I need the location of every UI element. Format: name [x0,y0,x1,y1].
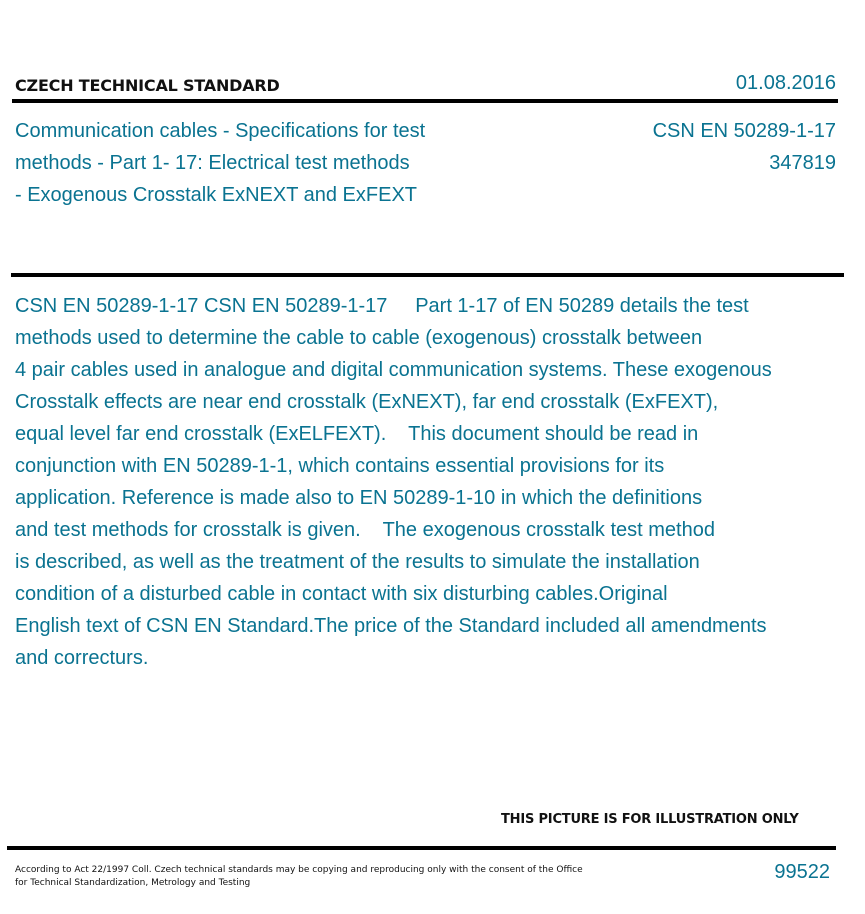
abstract-line: equal level far end crosstalk (ExELFEXT). This document should be read in [15,423,699,445]
standard-title-line: - Exogenous Crosstalk ExNEXT and ExFEXT [15,184,418,206]
abstract-line: is described, as well as the treatment of the results to simulate the installation [15,551,700,573]
footer-divider [7,846,836,850]
standard-code: CSN EN 50289-1-17 [652,120,836,142]
title-divider [11,273,844,277]
abstract-line: methods used to determine the cable to cable (exogenous) crosstalk between [15,327,703,349]
illustration-disclaimer: THIS PICTURE IS FOR ILLUSTRATION ONLY [501,812,799,827]
abstract-line: Crosstalk effects are near end crosstalk (ExNEXT), far end crosstalk (ExFEXT), [15,391,719,413]
abstract-line: English text of CSN EN Standard.The price of the Standard included all amendments [15,615,767,637]
abstract-line: CSN EN 50289-1-17 CSN EN 50289-1-17 Part 1-17 of EN 50289 details the test [15,295,749,317]
legal-notice-line: According to Act 22/1997 Coll. Czech technical standards may be copying and reproducing only with the consent of the Office [15,865,583,875]
legal-notice [15,864,615,890]
abstract-line: 4 pair cables used in analogue and digital communication systems. These exogenous [15,359,772,381]
abstract-line: and test methods for crosstalk is given. The exogenous crosstalk test method [15,519,715,541]
abstract-line: application. Reference is made also to EN 50289-1-10 in which the definitions [15,487,703,509]
header-divider [12,99,838,103]
standard-identifiers [653,115,836,179]
abstract-line: condition of a disturbed cable in contact with six disturbing cables.Original [15,583,668,605]
abstract-line: and correcturs. [15,647,149,669]
standard-title-line: methods - Part 1- 17: Electrical test methods [15,152,410,174]
standard-title-line: Communication cables - Specifications for test [15,120,426,142]
catalog-number: 347819 [769,152,836,174]
standard-type-heading: CZECH TECHNICAL STANDARD [15,76,280,95]
abstract-line: conjunction with EN 50289-1-1, which contains essential provisions for its [15,455,665,477]
publication-date: 01.08.2016 [735,72,836,94]
abstract-text [15,290,845,674]
legal-notice-line: for Technical Standardization, Metrology and Testing [15,878,251,888]
document-number: 99522 [774,861,830,883]
standard-title [15,115,485,211]
